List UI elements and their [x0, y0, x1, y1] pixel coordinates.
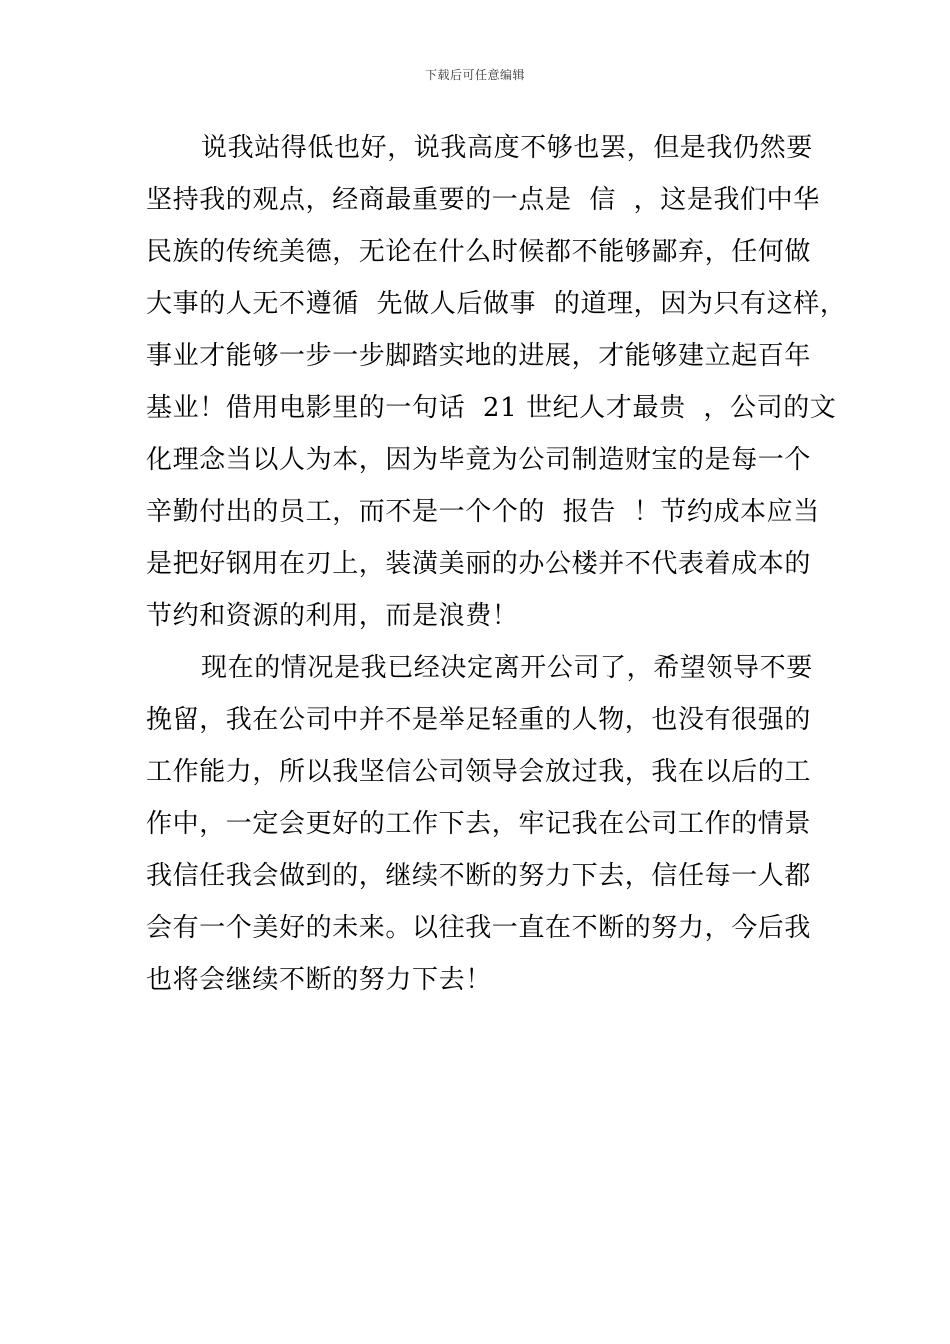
body-text: [146, 128, 847, 1012]
text-line: 说我站得低也好，说我高度不够也罢，但是我仍然要: [201, 133, 813, 163]
text-line: 现在的情况是我已经决定离开公司了，希望领导不要: [201, 653, 813, 683]
text-line: 节约和资源的利用，而是浪费！: [146, 601, 519, 631]
text-line: 工作能力，所以我坚信公司领导会放过我，我在以后的工: [146, 757, 812, 787]
text-line: 会有一个美好的未来。以往我一直在不断的努力，今后我: [146, 913, 812, 943]
text-line: 我信任我会做到的，继续不断的努力下去，信任每一人都: [146, 861, 812, 891]
text-line: 坚持我的观点，经商最重要的一点是 信 ，这是我们中华: [146, 185, 820, 215]
text-line: 挽留，我在公司中并不是举足轻重的人物，也没有很强的: [146, 705, 812, 735]
text-line: 化理念当以人为本，因为毕竟为公司制造财宝的是每一个: [146, 445, 812, 475]
text-line: 事业才能够一步一步脚踏实地的进展，才能够建立起百年: [146, 341, 812, 371]
text-line: 是把好钢用在刃上，装潢美丽的办公楼并不代表着成本的: [146, 549, 812, 579]
paragraph-1: [146, 128, 847, 648]
text-line: 辛勤付出的员工，而不是一个个的 报告 ！节约成本应当: [146, 497, 820, 527]
text-line: 基业！借用电影里的一句话 21 世纪人才最贵 ，公司的文: [146, 393, 837, 423]
text-line: 也将会继续不断的努力下去！: [146, 965, 492, 995]
paragraph-2: [146, 648, 816, 1012]
header-note: 下载后可任意编辑: [424, 68, 525, 82]
text-line: 民族的传统美德，无论在什么时候都不能够鄙弃，任何做: [146, 237, 812, 267]
text-line: 作中，一定会更好的工作下去，牢记我在公司工作的情景: [146, 809, 812, 839]
text-line: 大事的人无不遵循 先做人后做事 的道理，因为只有这样，: [146, 289, 847, 319]
